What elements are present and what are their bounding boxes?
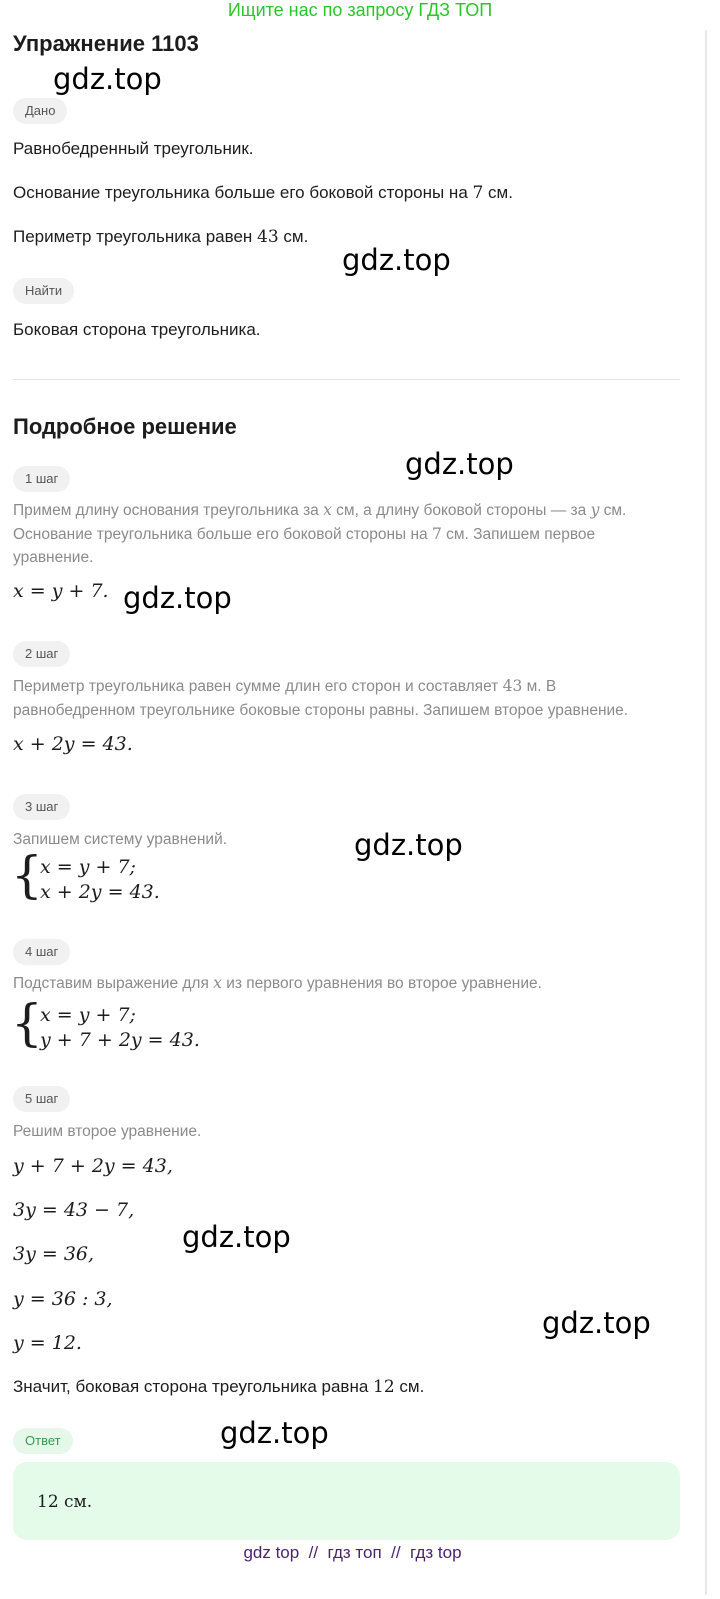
step-2-text: Периметр треугольника равен сумме длин его сторон и составляет 43 м. В равнобедренном треугольнике боковые стороны равны. Запишем второе уравнение.	[13, 677, 629, 719]
given-badge: Дано	[13, 98, 67, 124]
watermark: gdz.top	[342, 243, 451, 277]
system-brace: {	[11, 994, 43, 1052]
step-2-equation: x + 2y = 43.	[13, 733, 133, 755]
step-1-badge: 1 шаг	[13, 466, 70, 492]
watermark: gdz.top	[123, 581, 232, 615]
answer-badge: Ответ	[13, 1428, 73, 1454]
watermark: gdz.top	[405, 447, 514, 481]
step-5-equation: y + 7 + 2y = 43,	[13, 1155, 173, 1177]
scrollbar[interactable]	[705, 30, 707, 1595]
find-line: Боковая сторона треугольника.	[13, 320, 261, 339]
find-badge: Найти	[13, 278, 74, 304]
footer-links[interactable]: gdz top // гдз топ // гдз top	[243, 1543, 462, 1562]
step-1-equation: x = y + 7.	[13, 580, 109, 602]
step-4-badge: 4 шаг	[13, 939, 70, 965]
step-4-equation-1: x = y + 7;	[40, 1004, 136, 1026]
watermark: gdz.top	[53, 62, 162, 96]
given-line-2: Основание треугольника больше его боковой стороны на 7 см.	[13, 183, 513, 203]
page-title: Упражнение 1103	[13, 31, 199, 56]
step-3-text: Запишем систему уравнений.	[13, 831, 228, 848]
watermark: gdz.top	[182, 1220, 291, 1254]
step-5-conclusion: Значит, боковая сторона треугольника равна 12 см.	[13, 1377, 425, 1397]
watermark: gdz.top	[542, 1306, 651, 1340]
divider	[13, 379, 680, 380]
step-5-equation: y = 36 : 3,	[13, 1288, 113, 1310]
step-5-equation: 3y = 43 − 7,	[13, 1199, 135, 1221]
answer-box	[13, 1462, 680, 1540]
answer-value: 12 см.	[37, 1492, 93, 1512]
step-3-badge: 3 шаг	[13, 794, 70, 820]
given-line-3: Периметр треугольника равен 43 см.	[13, 227, 309, 247]
step-5-equation: y = 12.	[13, 1332, 82, 1354]
step-2-badge: 2 шаг	[13, 641, 70, 667]
step-3-equation-1: x = y + 7;	[40, 856, 136, 878]
step-1-text: Примем длину основания треугольника за x см, а длину боковой стороны — за y см. Основание треугольника больше его боковой стороны на 7 см. Запишем первое уравнение.	[13, 501, 627, 566]
step-5-text: Решим второе уравнение.	[13, 1123, 202, 1140]
step-4-equation-2: y + 7 + 2y = 43.	[40, 1029, 200, 1051]
step-5-badge: 5 шаг	[13, 1086, 70, 1112]
watermark: gdz.top	[220, 1416, 329, 1450]
watermark: gdz.top	[354, 828, 463, 862]
step-4-text: Подставим выражение для x из первого уравнения во второе уравнение.	[13, 974, 542, 992]
system-brace: {	[11, 846, 43, 904]
given-line-1: Равнобедренный треугольник.	[13, 139, 254, 158]
search-banner: Ищите нас по запросу ГДЗ ТОП	[227, 0, 493, 20]
solution-title: Подробное решение	[13, 414, 237, 439]
step-3-equation-2: x + 2y = 43.	[40, 881, 160, 903]
step-5-equation: 3y = 36,	[13, 1243, 95, 1265]
